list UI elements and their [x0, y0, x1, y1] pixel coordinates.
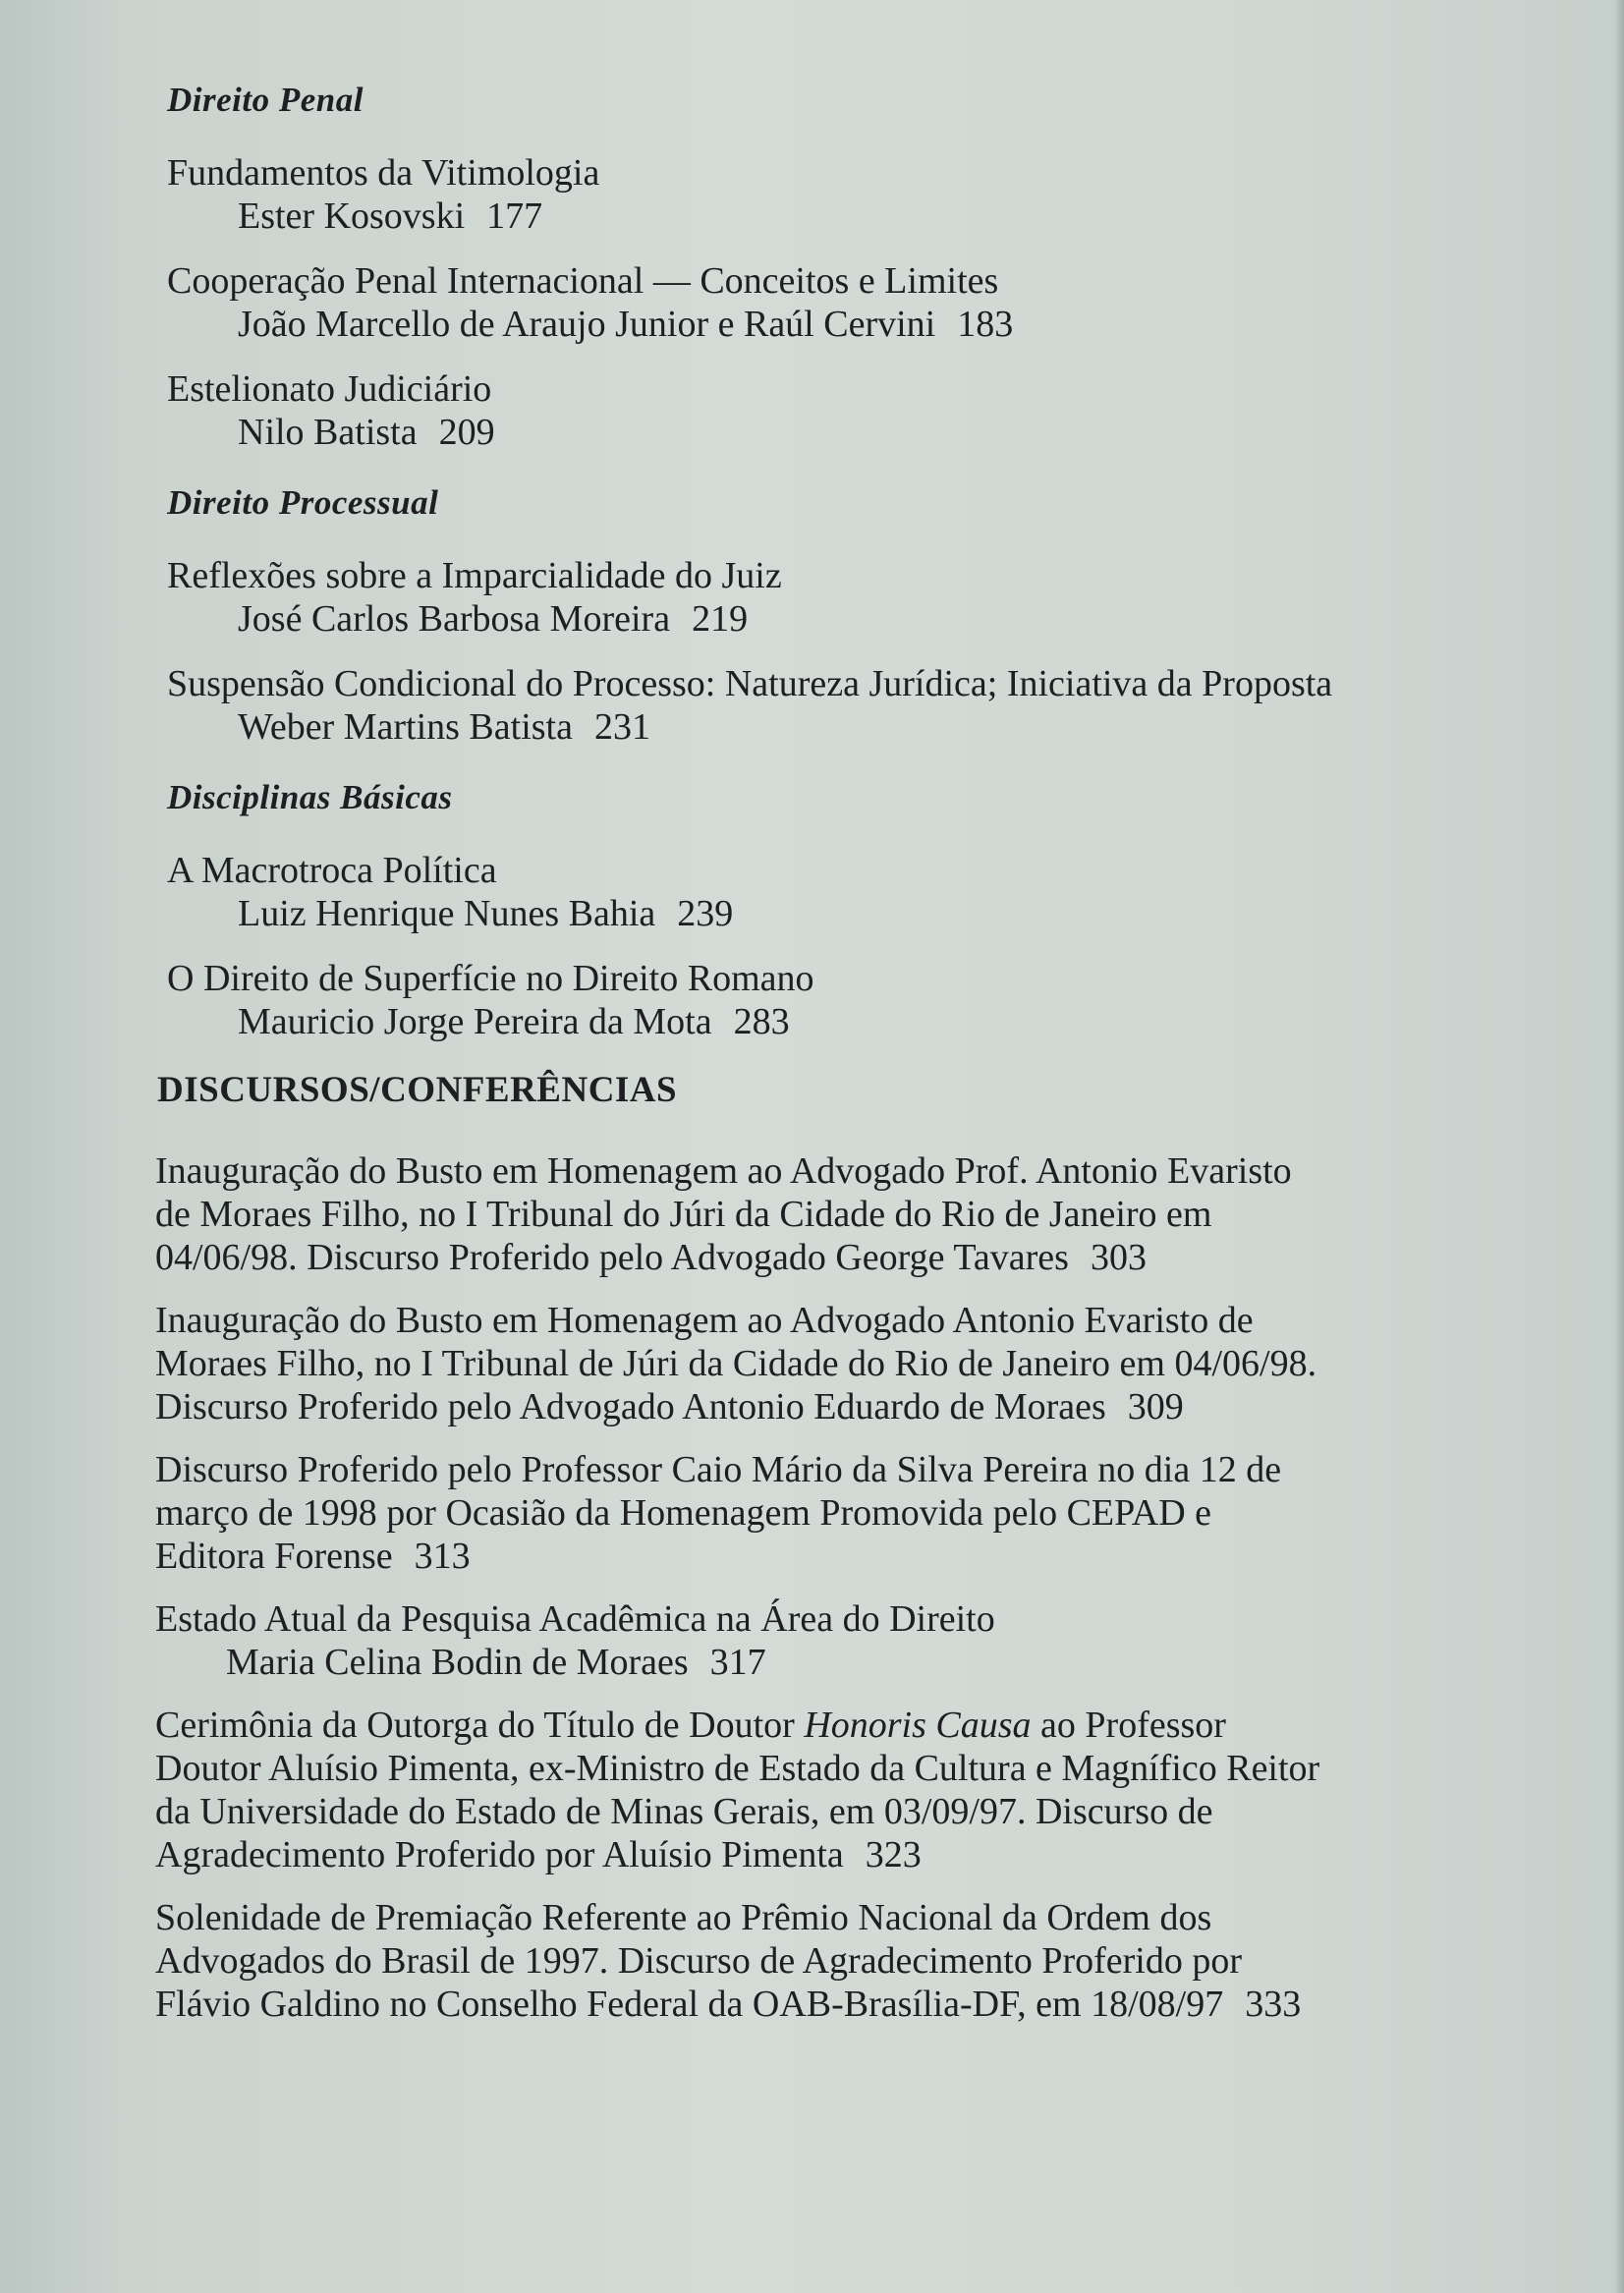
entry-title: A Macrotroca Política — [167, 850, 497, 891]
entry-author-line — [167, 705, 1503, 749]
entry-author: Weber Martins Batista — [238, 706, 573, 748]
entry-text-line: Inauguração do Busto em Homenagem ao Advogado Antonio Evaristo de — [155, 1300, 1254, 1341]
entry-text-line: Doutor Aluísio Pimenta, ex-Ministro de Estado da Cultura e Magnífico Reitor — [155, 1748, 1320, 1789]
section-heading-disciplinas-basicas: Disciplinas Básicas — [167, 778, 453, 816]
page-number: 317 — [709, 1642, 766, 1683]
toc-entry — [155, 1704, 1501, 1876]
entry-author-line — [167, 195, 1503, 238]
toc-entry — [155, 1149, 1501, 1279]
entry-text-line: Discurso Proferido pelo Professor Caio Mário da Silva Pereira no dia 12 de — [155, 1449, 1282, 1490]
entry-author-line — [167, 597, 1503, 641]
page-number: 313 — [414, 1536, 471, 1577]
entry-author-line — [155, 1641, 1501, 1684]
entry-text-italic: Honoris Causa — [804, 1705, 1032, 1746]
entry-author: Luiz Henrique Nunes Bahia — [238, 893, 656, 934]
entry-author-line — [167, 411, 1503, 454]
entry-text-line — [155, 1833, 1501, 1876]
toc-entry — [167, 151, 1503, 238]
entry-text-line — [155, 1983, 1501, 2026]
toc-entry — [155, 1448, 1501, 1578]
entry-author: Ester Kosovski — [238, 196, 466, 237]
section-heading-direito-penal: Direito Penal — [167, 81, 364, 119]
entry-text-line — [155, 1535, 1501, 1578]
page-number: 219 — [692, 598, 749, 640]
entry-author: João Marcello de Araujo Junior e Raúl Cervini — [238, 304, 936, 345]
entry-author: Maria Celina Bodin de Moraes — [226, 1642, 689, 1683]
page-number: 323 — [865, 1834, 922, 1875]
entry-text-line: Inauguração do Busto em Homenagem ao Advogado Prof. Antonio Evaristo — [155, 1150, 1292, 1192]
page-number: 283 — [733, 1001, 790, 1042]
page-number: 239 — [677, 893, 734, 934]
toc-entry — [167, 849, 1503, 935]
entry-title: Estelionato Judiciário — [167, 368, 492, 410]
entry-text-line: Solenidade de Premiação Referente ao Prêmio Nacional da Ordem dos — [155, 1897, 1212, 1938]
entry-title: Estado Atual da Pesquisa Acadêmica na Área do Direito — [155, 1598, 995, 1640]
entry-author-line — [167, 303, 1503, 346]
page-number: 231 — [593, 706, 650, 748]
toc-entry — [167, 367, 1503, 454]
toc-entry — [155, 1597, 1501, 1684]
entry-text-line — [155, 1236, 1501, 1279]
toc-entry — [155, 1299, 1501, 1428]
entry-title: Fundamentos da Vitimologia — [167, 152, 600, 194]
entry-author-line — [167, 1000, 1503, 1043]
page-number: 333 — [1245, 1984, 1302, 2025]
entry-text: 04/06/98. Discurso Proferido pelo Advogado George Tavares — [155, 1237, 1069, 1278]
entry-text-line: da Universidade do Estado de Minas Gerais, em 03/09/97. Discurso de — [155, 1791, 1213, 1832]
entry-title: Suspensão Condicional do Processo: Natureza Jurídica; Iniciativa da Proposta — [167, 663, 1333, 704]
entry-title: Reflexões sobre a Imparcialidade do Juiz — [167, 555, 782, 596]
toc-entry — [167, 554, 1503, 641]
entry-text: Agradecimento Proferido por Aluísio Pimenta — [155, 1834, 844, 1875]
entry-text: Editora Forense — [155, 1536, 393, 1577]
entry-title: Cooperação Penal Internacional — Conceitos e Limites — [167, 260, 999, 302]
section-heading-direito-processual: Direito Processual — [167, 483, 439, 522]
toc-entry — [167, 957, 1503, 1043]
entry-text-line: Advogados do Brasil de 1997. Discurso de Agradecimento Proferido por — [155, 1940, 1243, 1982]
table-of-contents — [147, 79, 1503, 2045]
entry-text: Discurso Proferido pelo Advogado Antonio Eduardo de Moraes — [155, 1386, 1106, 1427]
entry-text-line: de Moraes Filho, no I Tribunal do Júri da Cidade do Rio de Janeiro em — [155, 1194, 1212, 1235]
entry-text: Flávio Galdino no Conselho Federal da OAB-Brasília-DF, em 18/08/97 — [155, 1984, 1224, 2025]
entry-author: José Carlos Barbosa Moreira — [238, 598, 671, 640]
entry-text-line — [155, 1385, 1501, 1428]
main-heading-discursos: DISCURSOS/CONFERÊNCIAS — [157, 1070, 678, 1110]
page-number: 303 — [1090, 1237, 1147, 1278]
entry-title: O Direito de Superfície no Direito Romano — [167, 958, 814, 999]
entry-author-line — [167, 892, 1503, 935]
page-number: 177 — [486, 196, 543, 237]
entry-text-line — [155, 1704, 1501, 1747]
entry-text-line: Moraes Filho, no I Tribunal de Júri da Cidade do Rio de Janeiro em 04/06/98. — [155, 1343, 1317, 1384]
entry-text: ao Professor — [1031, 1705, 1226, 1746]
entry-author: Mauricio Jorge Pereira da Mota — [238, 1001, 712, 1042]
page-number: 209 — [438, 412, 495, 453]
page-number: 183 — [957, 304, 1014, 345]
entry-author: Nilo Batista — [238, 412, 418, 453]
page-number: 309 — [1127, 1386, 1184, 1427]
entry-text-line: março de 1998 por Ocasião da Homenagem Promovida pelo CEPAD e — [155, 1492, 1212, 1534]
page-edge-shadow — [1614, 0, 1624, 2293]
entry-text: Cerimônia da Outorga do Título de Doutor — [155, 1705, 805, 1746]
toc-entry — [167, 259, 1503, 346]
toc-entry — [167, 662, 1503, 749]
toc-entry — [155, 1896, 1501, 2026]
